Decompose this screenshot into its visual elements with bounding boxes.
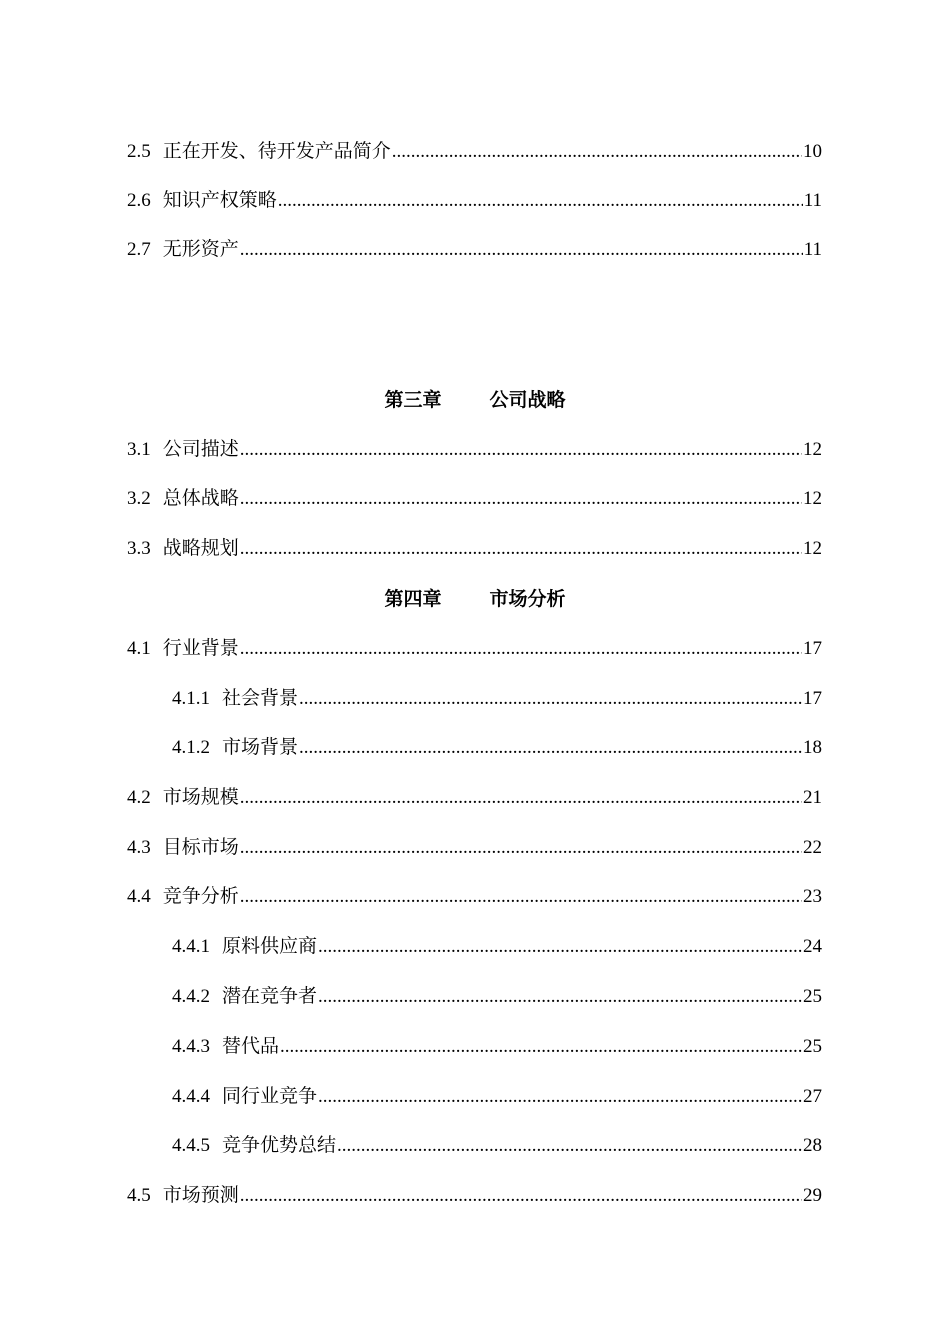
toc-leader-dots [240,1182,802,1210]
toc-leader-dots [299,734,802,762]
chapter-4-heading [0,585,950,613]
toc-page-number: 18 [803,737,822,758]
toc-number: 4.5 [127,1185,151,1206]
toc-page-number: 12 [803,488,822,509]
toc-title: 市场规模 [162,786,239,808]
toc-number: 4.4.2 [172,986,210,1007]
toc-leader-dots [318,1083,802,1111]
chapter-title: 市场分析 [489,588,566,610]
toc-leader-dots [240,436,802,464]
toc-entry-2-7[interactable] [127,235,822,263]
toc-number: 4.1.2 [172,737,210,758]
chapter-label: 第三章 [384,389,442,411]
toc-title: 总体战略 [162,487,239,509]
toc-entry-4-5[interactable] [127,1181,822,1209]
toc-number: 4.4.5 [172,1135,210,1156]
toc-page-number: 24 [803,936,822,957]
toc-number: 4.4.3 [172,1036,210,1057]
toc-entry-4-4[interactable] [127,882,822,910]
toc-entry-4-3[interactable] [127,833,822,861]
toc-leader-dots [278,187,803,215]
toc-title: 市场预测 [162,1184,239,1206]
toc-page-number: 25 [803,1036,822,1057]
toc-number: 3.3 [127,538,151,559]
toc-entry-4-4-1[interactable] [172,932,822,960]
toc-title: 竞争分析 [162,885,239,907]
toc-number: 2.6 [127,190,151,211]
toc-entry-4-4-5[interactable] [172,1131,822,1159]
toc-number: 4.4.1 [172,936,210,957]
toc-number: 4.3 [127,837,151,858]
toc-leader-dots [240,535,802,563]
toc-page-number: 22 [803,837,822,858]
toc-entry-3-1[interactable] [127,435,822,463]
toc-leader-dots [240,834,802,862]
toc-title: 战略规划 [162,537,239,559]
toc-title: 无形资产 [162,238,239,260]
toc-leader-dots [240,784,802,812]
toc-page-number: 17 [803,638,822,659]
toc-page-number: 11 [803,190,822,211]
toc-title: 原料供应商 [222,935,318,957]
toc-page-number: 23 [803,886,822,907]
toc-number: 2.5 [127,141,151,162]
toc-entry-2-6[interactable] [127,186,822,214]
toc-title: 潜在竞争者 [222,985,318,1007]
chapter-3-heading [0,386,950,414]
toc-number: 3.1 [127,439,151,460]
toc-title: 社会背景 [222,687,299,709]
toc-number: 3.2 [127,488,151,509]
toc-title: 市场背景 [222,736,299,758]
toc-title: 正在开发、待开发产品简介 [162,140,391,162]
toc-entry-4-4-2[interactable] [172,982,822,1010]
toc-number: 4.2 [127,787,151,808]
toc-leader-dots [240,236,803,264]
toc-title: 行业背景 [162,637,239,659]
toc-number: 4.4 [127,886,151,907]
toc-entry-3-2[interactable] [127,484,822,512]
toc-leader-dots [240,635,802,663]
toc-entry-3-3[interactable] [127,534,822,562]
toc-page-number: 12 [803,538,822,559]
toc-page-number: 29 [803,1185,822,1206]
toc-title: 替代品 [222,1035,280,1057]
toc-leader-dots [318,933,802,961]
toc-page-number: 10 [803,141,822,162]
toc-title: 同行业竞争 [222,1085,318,1107]
toc-leader-dots [299,685,802,713]
toc-entry-4-1-2[interactable] [172,733,822,761]
toc-number: 4.1 [127,638,151,659]
toc-number: 2.7 [127,239,151,260]
toc-page-number: 27 [803,1086,822,1107]
toc-entry-4-4-4[interactable] [172,1082,822,1110]
toc-leader-dots [337,1132,802,1160]
toc-number: 4.1.1 [172,688,210,709]
toc-entry-4-4-3[interactable] [172,1032,822,1060]
chapter-title: 公司战略 [489,389,566,411]
toc-leader-dots [240,883,802,911]
toc-page-number: 21 [803,787,822,808]
toc-leader-dots [392,138,802,166]
toc-entry-4-1-1[interactable] [172,684,822,712]
chapter-label: 第四章 [384,588,442,610]
toc-page-number: 28 [803,1135,822,1156]
toc-title: 公司描述 [162,438,239,460]
toc-entry-4-1[interactable] [127,634,822,662]
toc-title: 目标市场 [162,836,239,858]
toc-entry-4-2[interactable] [127,783,822,811]
toc-page-number: 11 [803,239,822,260]
toc-title: 知识产权策略 [162,189,277,211]
toc-page-number: 12 [803,439,822,460]
toc-leader-dots [318,983,802,1011]
toc-entry-2-5[interactable] [127,137,822,165]
toc-leader-dots [280,1033,802,1061]
toc-page-number: 25 [803,986,822,1007]
toc-leader-dots [240,485,802,513]
toc-title: 竞争优势总结 [222,1134,337,1156]
toc-number: 4.4.4 [172,1086,210,1107]
toc-page-number: 17 [803,688,822,709]
